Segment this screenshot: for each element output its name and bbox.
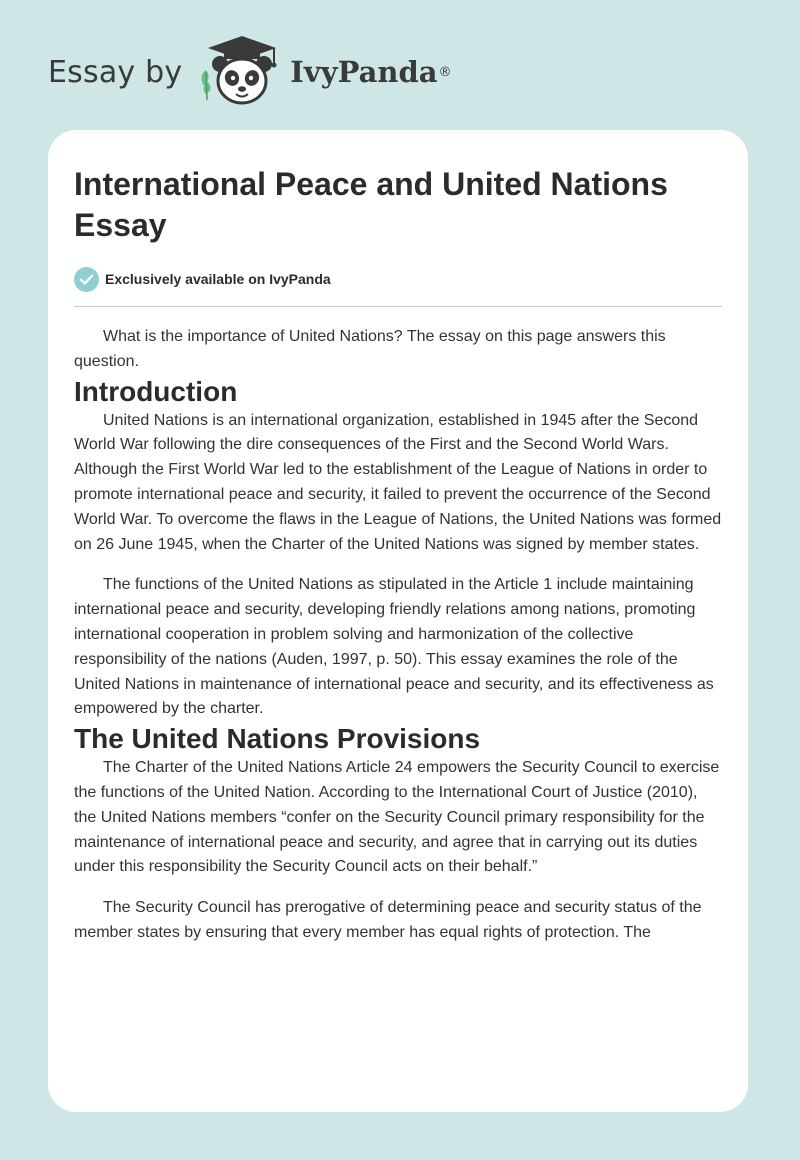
badge-text: Exclusively available on IvyPanda [105,271,331,287]
paragraph: United Nations is an international organization, established in 1945 after the Second World War following the dire consequences of the First and the Second World Wars. Although the First World War led to the establishment of the League of Nations in order to promote international peace and security, it failed to prevent the occurrence of the Second World War. To overcome the flaws in the League of Nations, the United Nations was formed on 26 June 1945, when the Charter of the United Nations was signed by member states. [74,411,722,553]
exclusive-badge [74,266,722,292]
check-circle-icon [74,267,99,292]
paragraph: The functions of the United Nations as stipulated in the Article 1 include maintaining international peace and security, developing friendly relations among nations, promoting international cooperation in problem solving and harmonization of the collective responsibility of the nations (Auden, 1997, p. 50). This essay examines the role of the United Nations in maintenance of international peace and security, and its effectiveness as empowered by the charter. [74,576,714,718]
paragraph: The Security Council has prerogative of determining peace and security status of the member states by ensuring that every member has equal rights of protection. The [74,899,702,941]
brand-prefix: Essay by [48,54,183,90]
section-heading-provisions: The United Nations Provisions [74,723,481,755]
intro-paragraph: What is the importance of United Nations? The essay on this page answers this question. [74,328,666,370]
paragraph: The Charter of the United Nations Article 24 empowers the Security Council to exercise the functions of the United Nation. According to the International Court of Justice (2010), the United Nations members “confer on the Security Council primary responsibility for the maintenance of international peace and security, and agree that in carrying out its duties under this responsibility the Security Council acts on their behalf.” [74,759,720,876]
brand-name[interactable]: IvyPanda [290,55,438,89]
site-header [48,34,452,110]
registered-mark: ® [438,64,452,80]
panda-graduate-logo-icon[interactable] [196,34,288,110]
divider [74,306,722,307]
section-heading-introduction: Introduction [74,375,238,407]
essay-card [48,130,748,1112]
essay-title: International Peace and United Nations Essay [74,166,668,243]
